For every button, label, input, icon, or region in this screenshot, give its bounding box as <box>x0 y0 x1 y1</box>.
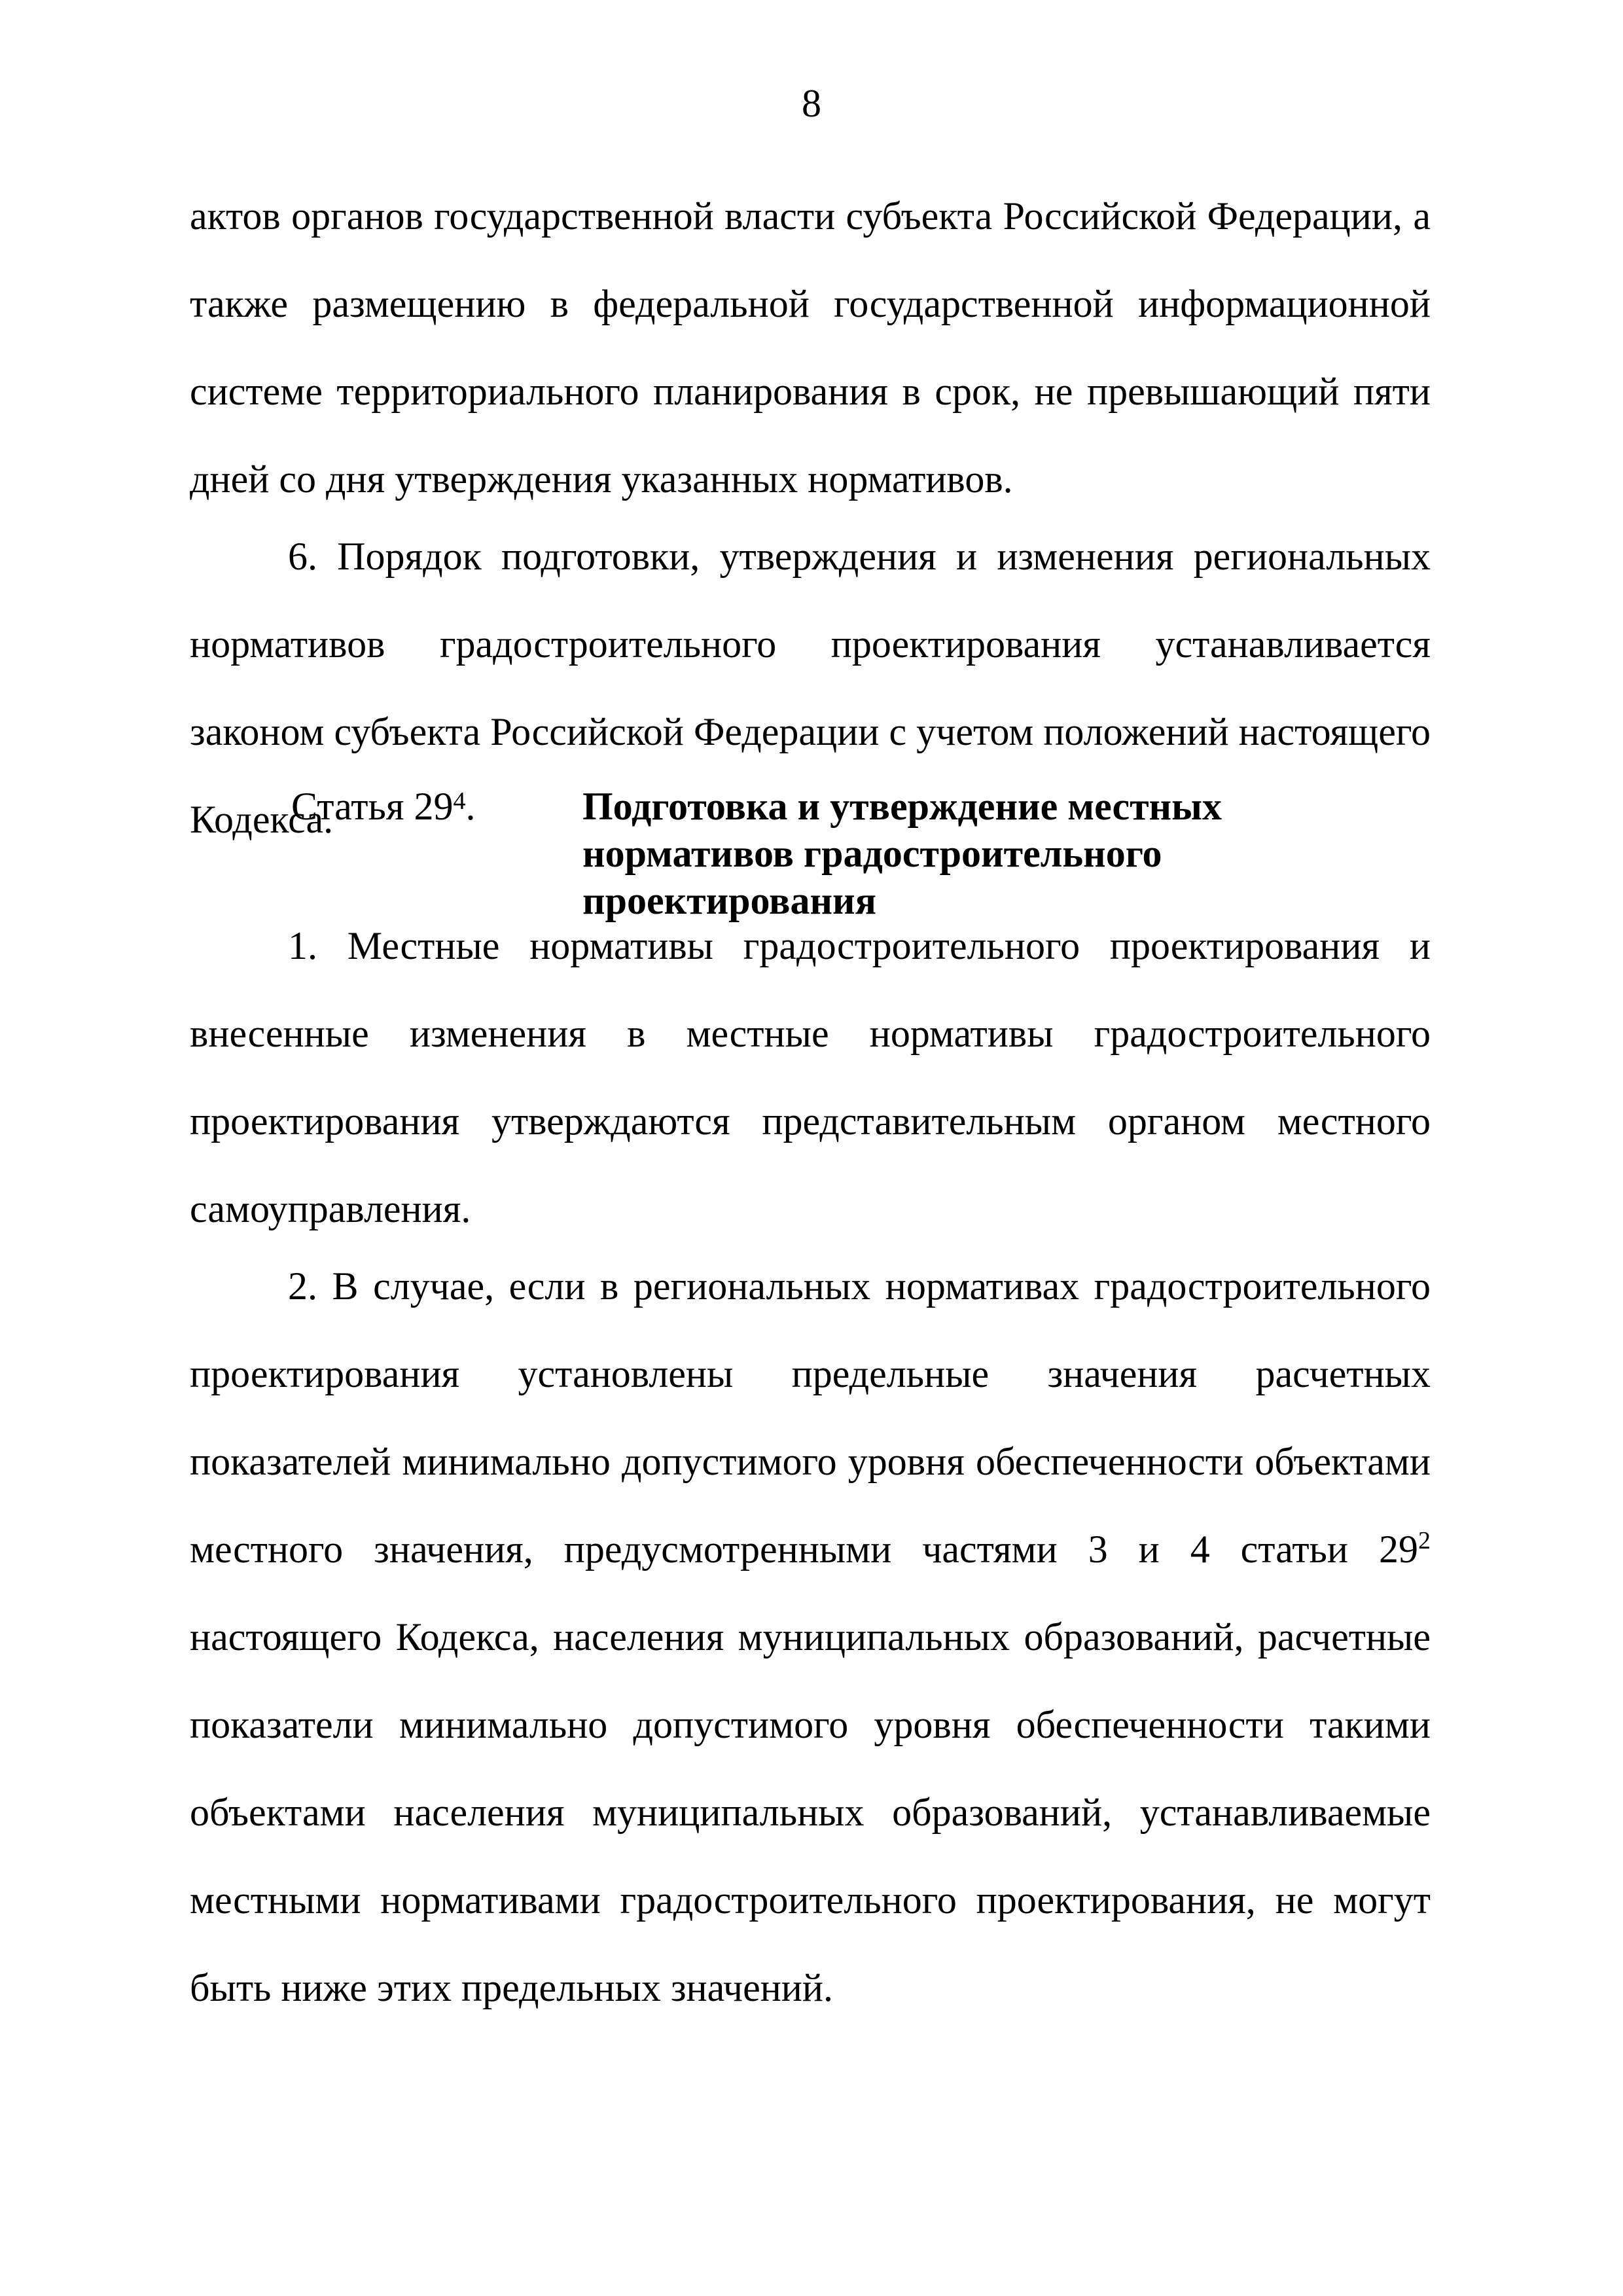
paragraph-1 <box>190 902 1431 1253</box>
paragraph-text: 1. Местные нормативы градостроительного проектирования и внесенные изменения в местные нормативы градостроительного проектирования утверждаются представительным органом местного самоуправления. <box>190 924 1431 1230</box>
article-label <box>291 783 475 830</box>
paragraph-text <box>190 1242 1431 2032</box>
paragraph-text: актов органов государственной власти субъекта Российской Федерации, а также размещению в федеральной государственной информационной системе территориального планирования в срок, не превышающий пяти дней со дня утверждения указанных нормативов. <box>190 194 1431 501</box>
page-number: 8 <box>802 82 821 125</box>
article-label-suffix: . <box>465 785 476 828</box>
article-reference-superscript: 2 <box>1418 1527 1431 1554</box>
paragraph-2 <box>190 1242 1431 2032</box>
paragraph-continuation <box>190 172 1431 523</box>
paragraph-text-part-a: 2. В случае, если в региональных нормативах градостроительного проектирования установлены предельные значения расчетных показателей минимально допустимого уровня обеспеченности объектами местного значения, предусмотренными частями 3 и 4 статьи 29 <box>190 1265 1431 1571</box>
article-label-superscript: 4 <box>453 787 466 815</box>
article-title: Подготовка и утверждение местных нормативов градостроительного проектирования <box>582 785 1222 922</box>
article-label-prefix: Статья 29 <box>291 785 454 828</box>
paragraph-text: 6. Порядок подготовки, утверждения и изменения региональных нормативов градостроительного проектирования устанавливается законом субъекта Российской Федерации с учетом положений настоящего Кодекса. <box>190 535 1431 841</box>
paragraph-text-part-b: настоящего Кодекса, населения муниципальных образований, расчетные показатели минимально допустимого уровня обеспеченности такими объектами населения муниципальных образований, устанавливаемые местными нормативами градостроительного проектирования, не могут быть ниже этих предельных значений. <box>190 1615 1431 2009</box>
